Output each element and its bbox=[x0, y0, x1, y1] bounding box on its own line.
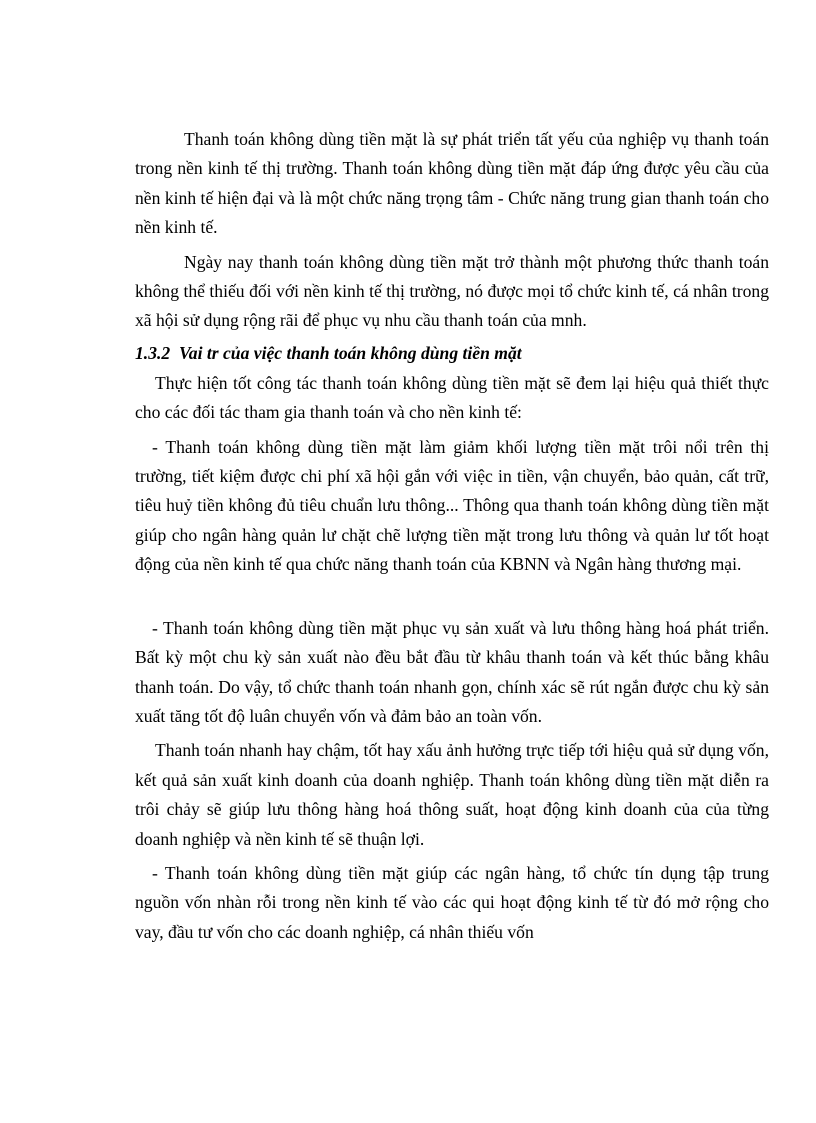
document-page bbox=[135, 125, 769, 947]
paragraph-production: - Thanh toán không dùng tiền mặt phục vụ sản xuất và lưu thông hàng hoá phát triển. Bất kỳ một chu kỳ sản xuất nào đều bắt đầu từ khâu thanh toán và kết thúc bằng khâu thanh toán. Do vậy, tổ chức thanh toán nhanh gọn, chính xác sẽ rút ngắn được chu kỳ sản xuất tăng tốt độ luân chuyển vốn và đảm bảo an toàn vốn. bbox=[135, 617, 769, 726]
paragraph-intro: Thanh toán không dùng tiền mặt là sự phát triển tất yếu của nghiệp vụ thanh toán trong nền kinh tế thị trường. Thanh toán không dùng tiền mặt đáp ứng được yêu cầu của nền kinh tế hiện đại và là một chức năng trọng tâm - Chức năng trung gian thanh toán cho nền kinh tế. bbox=[135, 129, 769, 238]
paragraph-payment-speed: Thanh toán nhanh hay chậm, tốt hay xấu ảnh hưởng trực tiếp tới hiệu quả sử dụng vốn, kết quả sản xuất kinh doanh của doanh nghiệp. Thanh toán không dùng tiền mặt diễn ra trôi chảy sẽ giúp lưu thông hàng hoá thông suất, hoạt động kinh doanh của của từng doanh nghiệp và nền kinh tế sẽ thuận lợi. bbox=[135, 740, 769, 849]
paragraph-nowadays: Ngày nay thanh toán không dùng tiền mặt trở thành một phương thức thanh toán không thể thiếu đối với nền kinh tế thị trường, nó được mọi tổ chức kinh tế, cá nhân trong xã hội sử dụng rộng rãi để phục vụ nhu cầu thanh toán của mnh. bbox=[135, 251, 769, 331]
section-heading: 1.3.2 Vai tr của việc thanh toán không dùng tiền mặt bbox=[135, 342, 522, 363]
paragraph-reduce-cash: - Thanh toán không dùng tiền mặt làm giảm khối lượng tiền mặt trôi nổi trên thị trường, tiết kiệm được chi phí xã hội gắn với việc in tiền, vận chuyển, bảo quản, cất trữ, tiêu huỷ tiền không đủ tiêu chuẩn lưu thông... Thông qua thanh toán không dùng tiền mặt giúp cho ngân hàng quản lư chặt chẽ lượng tiền mặt trong lưu thông và quản lư tốt hoạt động của nền kinh tế qua chức năng thanh toán của KBNN và Ngân hàng thương mại. bbox=[135, 436, 769, 575]
paragraph-benefits-intro: Thực hiện tốt công tác thanh toán không dùng tiền mặt sẽ đem lại hiệu quả thiết thực cho các đối tác tham gia thanh toán và cho nền kinh tế: bbox=[135, 372, 769, 423]
paragraph-bank-capital: - Thanh toán không dùng tiền mặt giúp các ngân hàng, tổ chức tín dụng tập trung nguồn vốn nhàn rỗi trong nền kinh tế vào các qui hoạt động kinh tế từ đó mở rộng cho vay, đầu tư vốn cho các doanh nghiệp, cá nhân thiếu vốn bbox=[135, 862, 769, 942]
